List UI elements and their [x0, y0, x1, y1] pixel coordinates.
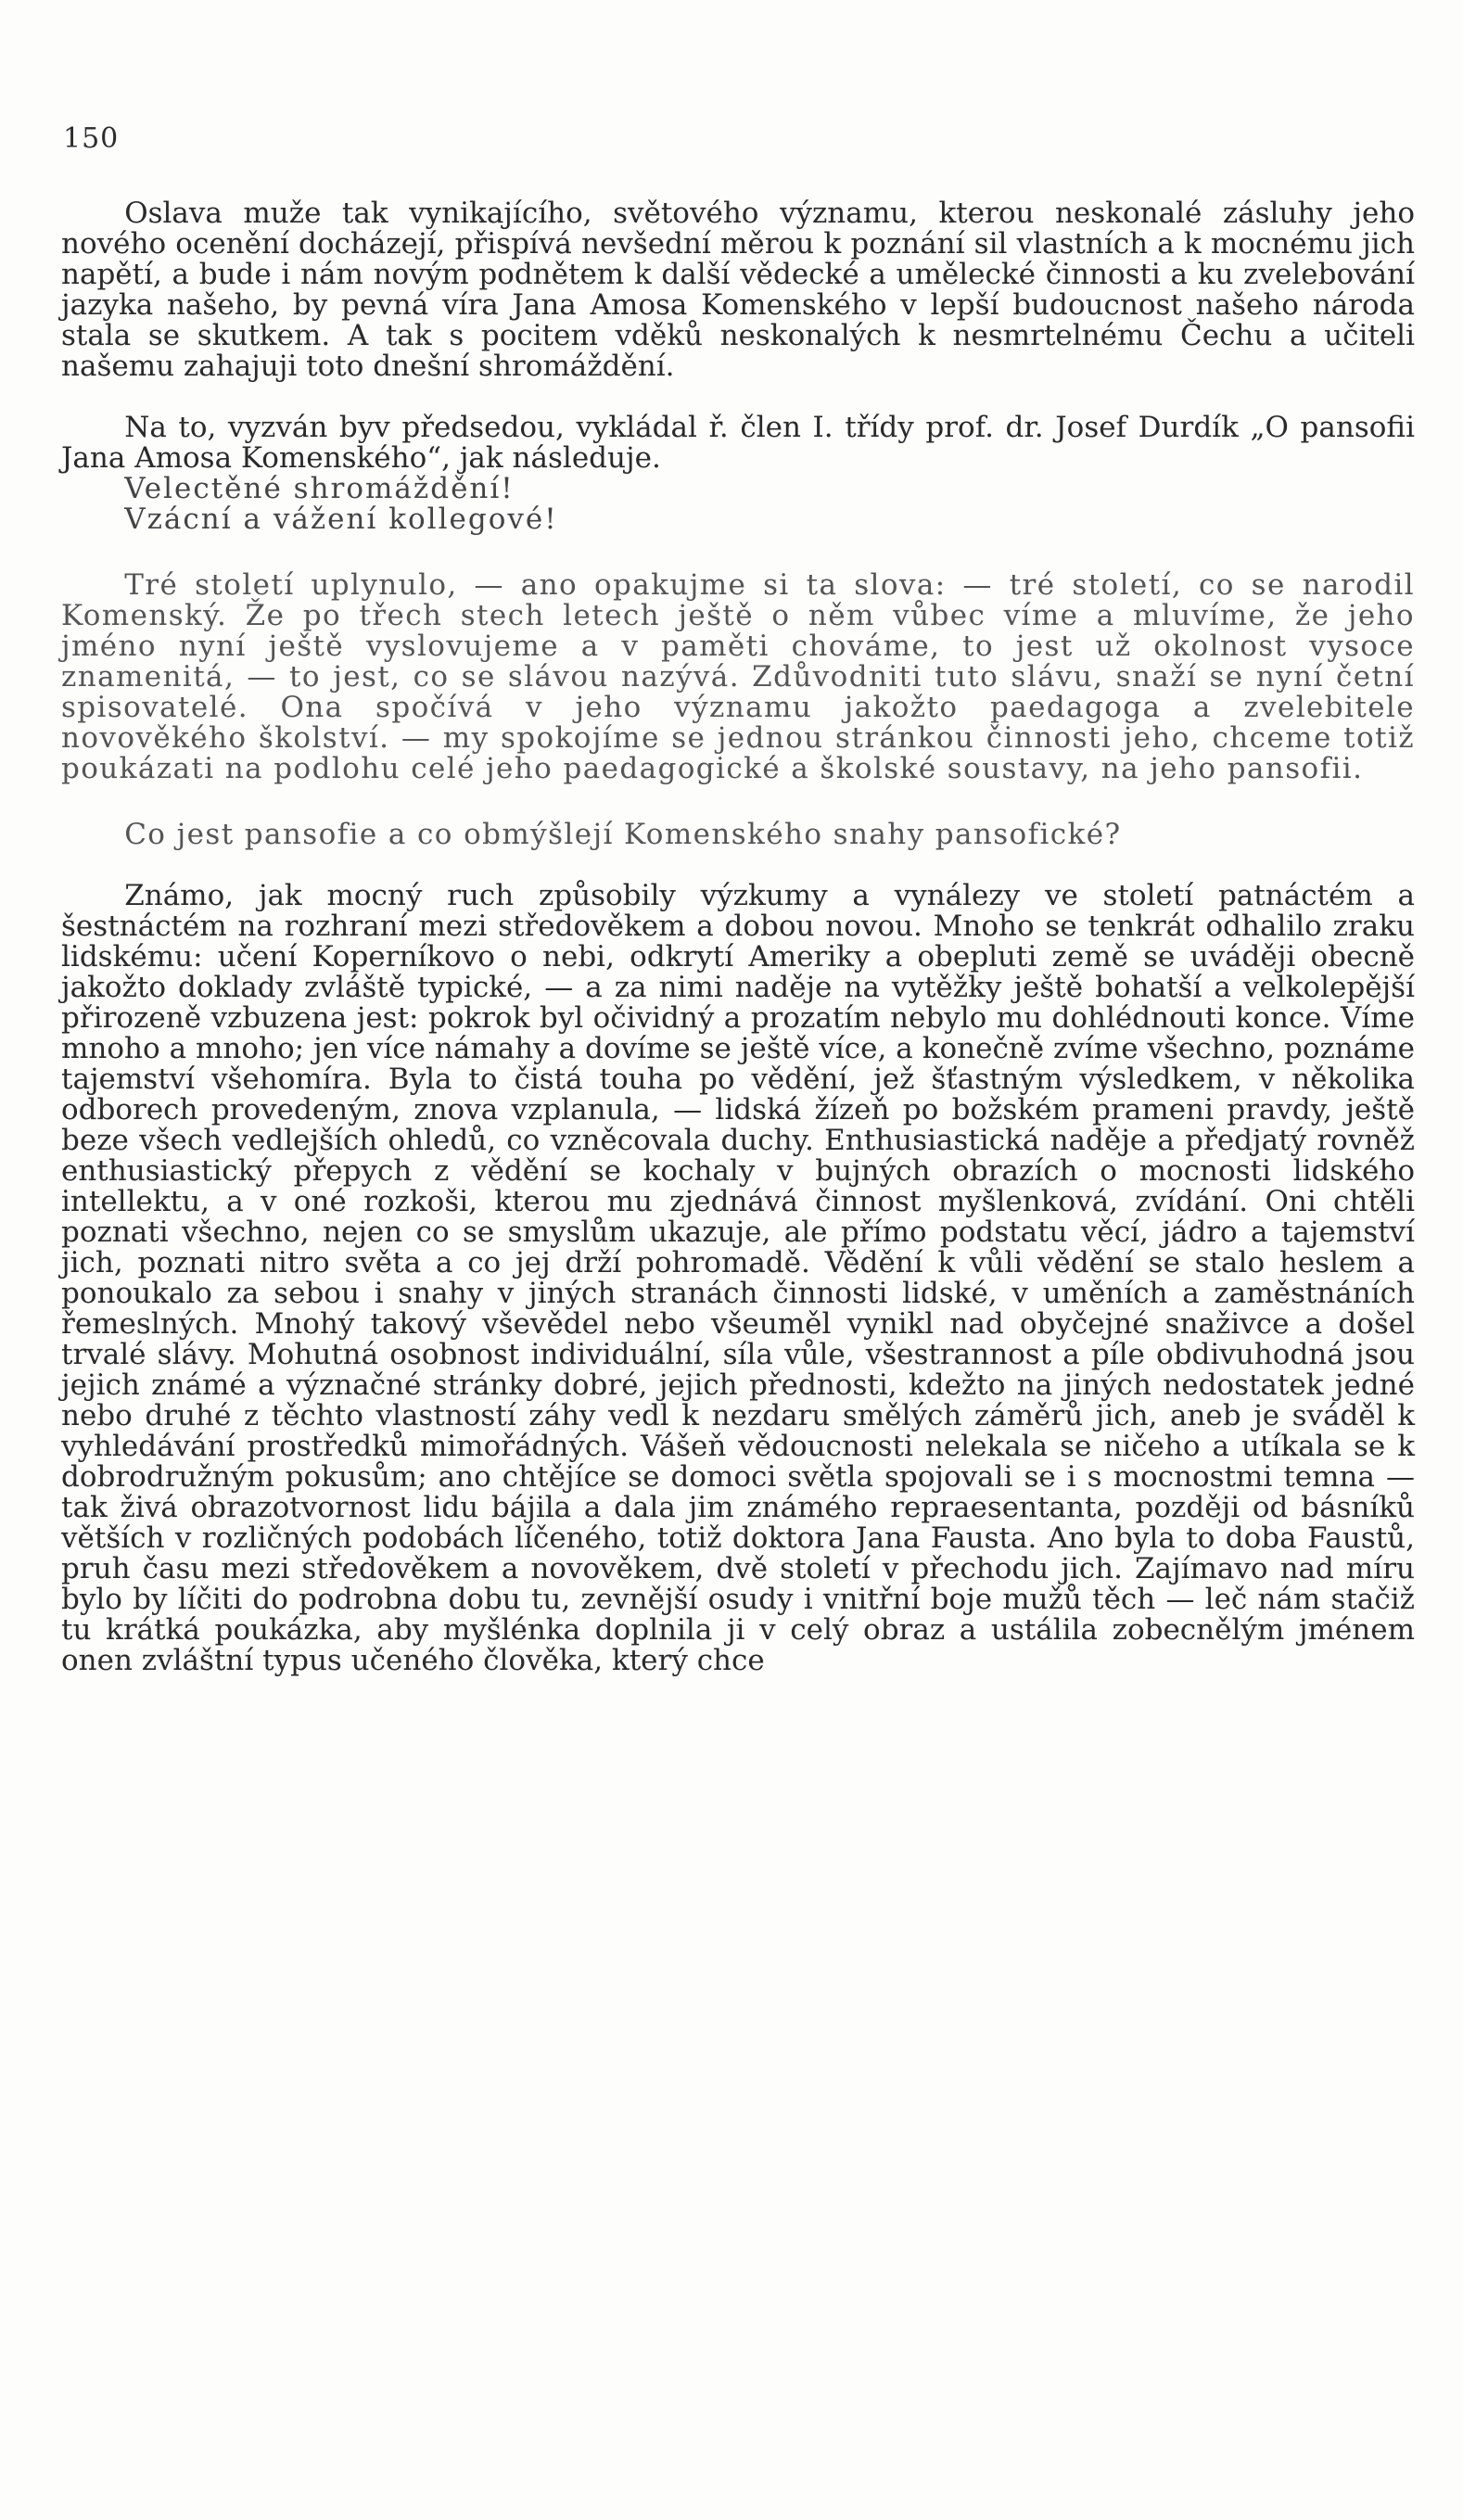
- salutation-colleagues: Vzácní a vážení kollegové!: [124, 503, 558, 536]
- salutation-assembly: Velectěné shromáždění!: [124, 472, 515, 505]
- lecture-first-paragraph: Tré století uplynulo, — ano opakujme si ta slova: — tré století, co se narodil Komenský. Že po třech stech letech ještě o něm vůbec víme a mluvíme, že jeho jméno nyní ještě vyslovujeme a v paměti chováme, to jest už okolnost vysoce znamenitá, — to jest, co se slávou nazývá. Zdůvodniti tuto slávu, snaží se nyní četní spisovatelé. Ona spočívá v jeho významu jakožto paedagoga a zvelebitele novověkého školství. — my spokojíme se jednou stránkou činnosti jeho, chceme totiž poukázati na podlohu celé jeho paedagogické a školské soustavy, na jeho pansofii.: [61, 568, 1415, 785]
- page-text: [61, 198, 1415, 1676]
- opening-paragraph: Oslava muže tak vynikajícího, světového významu, kterou neskonalé zásluhy jeho nového ocenění docházejí, přispívá nevšední měrou k poznání sil vlastních a k mocnému jich napětí, a bude i nám novým podnětem k další vědecké a umělecké činnosti a ku zvelebování jazyka našeho, by pevná víra Jana Amosa Komenského v lepší budoucnost našeho národa stala se skutkem. A tak s pocitem vděků neskonalých k nesmrtelnému Čechu a učiteli našemu zahajuji toto dnešní shromáždění.: [61, 197, 1415, 383]
- main-body-paragraph: Známo, jak mocný ruch způsobily výzkumy a vynálezy ve století patnáctém a šestnáctém na rozhraní mezi středověkem a dobou novou. Mnoho se tenkrát odhalilo zraku lidskému: učení Koperníkovo o nebi, odkrytí Ameriky a obepluti země se uváději obecně jakožto doklady zvláště typické, — a za nimi naděje na vytěžky ještě bohatší a velkolepější přirozeně vzbuzena jest: pokrok byl očividný a prozatím nebylo mu dohlédnouti konce. Víme mnoho a mnoho; jen více námahy a dovíme se ještě více, a konečně zvíme všechno, poznáme tajemství všehomíra. Byla to čistá touha po vědění, jež šťastným výsledkem, v několika odborech provedeným, znova vzplanula, — lidská žízeň po božském prameni pravdy, ještě beze všech vedlejších ohledů, co vzněcovala duchy. Enthusiastická naděje a předjatý rovněž enthusiastický přepych z vědění se kochaly v bujných obrazích o mocnosti lidského intellektu, a v oné rozkoši, kterou mu zjednává činnost myšlenková, zvídání. Oni chtěli poznati všechno, nejen co se smyslům ukazuje, ale přímo podstatu věcí, jádro a tajemství jich, poznati nitro světa a co jej drží pohromadě. Vědění k vůli vědění se stalo heslem a ponoukalo za sebou i snahy v jiných stranách činnosti lidské, v uměních a zaměstnáních řemeslných. Mnohý takový vševědel nebo všeuměl vynikl nad obyčejné snaživce a došel trvalé slávy. Mohutná osobnost individuální, síla vůle, všestrannost a píle obdivuhodná jsou jejich známé a význačné stránky dobré, jejich přednosti, kdežto na jiných nedostatek jedné nebo druhé z těchto vlastností záhy vedl k nezdaru smělých záměrů jich, aneb je sváděl k vyhledávání prostředků mimořádných. Vášeň vědoucnosti nelekala se ničeho a utíkala se k dobrodružným pokusům; ano chtějíce se domoci světla spojovali se i s mocnostmi temna — tak živá obrazotvornost lidu bájila a dala jim známého repraesentanta, později od básníků větších v rozličných podobách líčeného, totiž doktora Jana Fausta. Ano byla to doba Faustů, pruh času mezi středověkem a novověkem, dvě století v přechodu jich. Zajímavo nad míru bylo by líčiti do podrobna dobu tu, zevnější osudy i vnitřní boje mužů těch — leč nám stačiž tu krátká poukázka, aby myšlénka doplnila ji v celý obraz a ustálila zobecnělým jménem onen zvláštní typus učeného člověka, který chce: [61, 879, 1415, 1677]
- page-number: 150: [63, 122, 120, 155]
- lecture-introduction-paragraph: Na to, vyzván byv předsedou, vykládal ř. člen I. třídy prof. dr. Josef Durdík „O pansofii Jana Amosa Komenského“, jak následuje.: [61, 411, 1415, 475]
- pansophy-question: Co jest pansofie a co obmýšlejí Komenského snahy pansofické?: [124, 818, 1122, 851]
